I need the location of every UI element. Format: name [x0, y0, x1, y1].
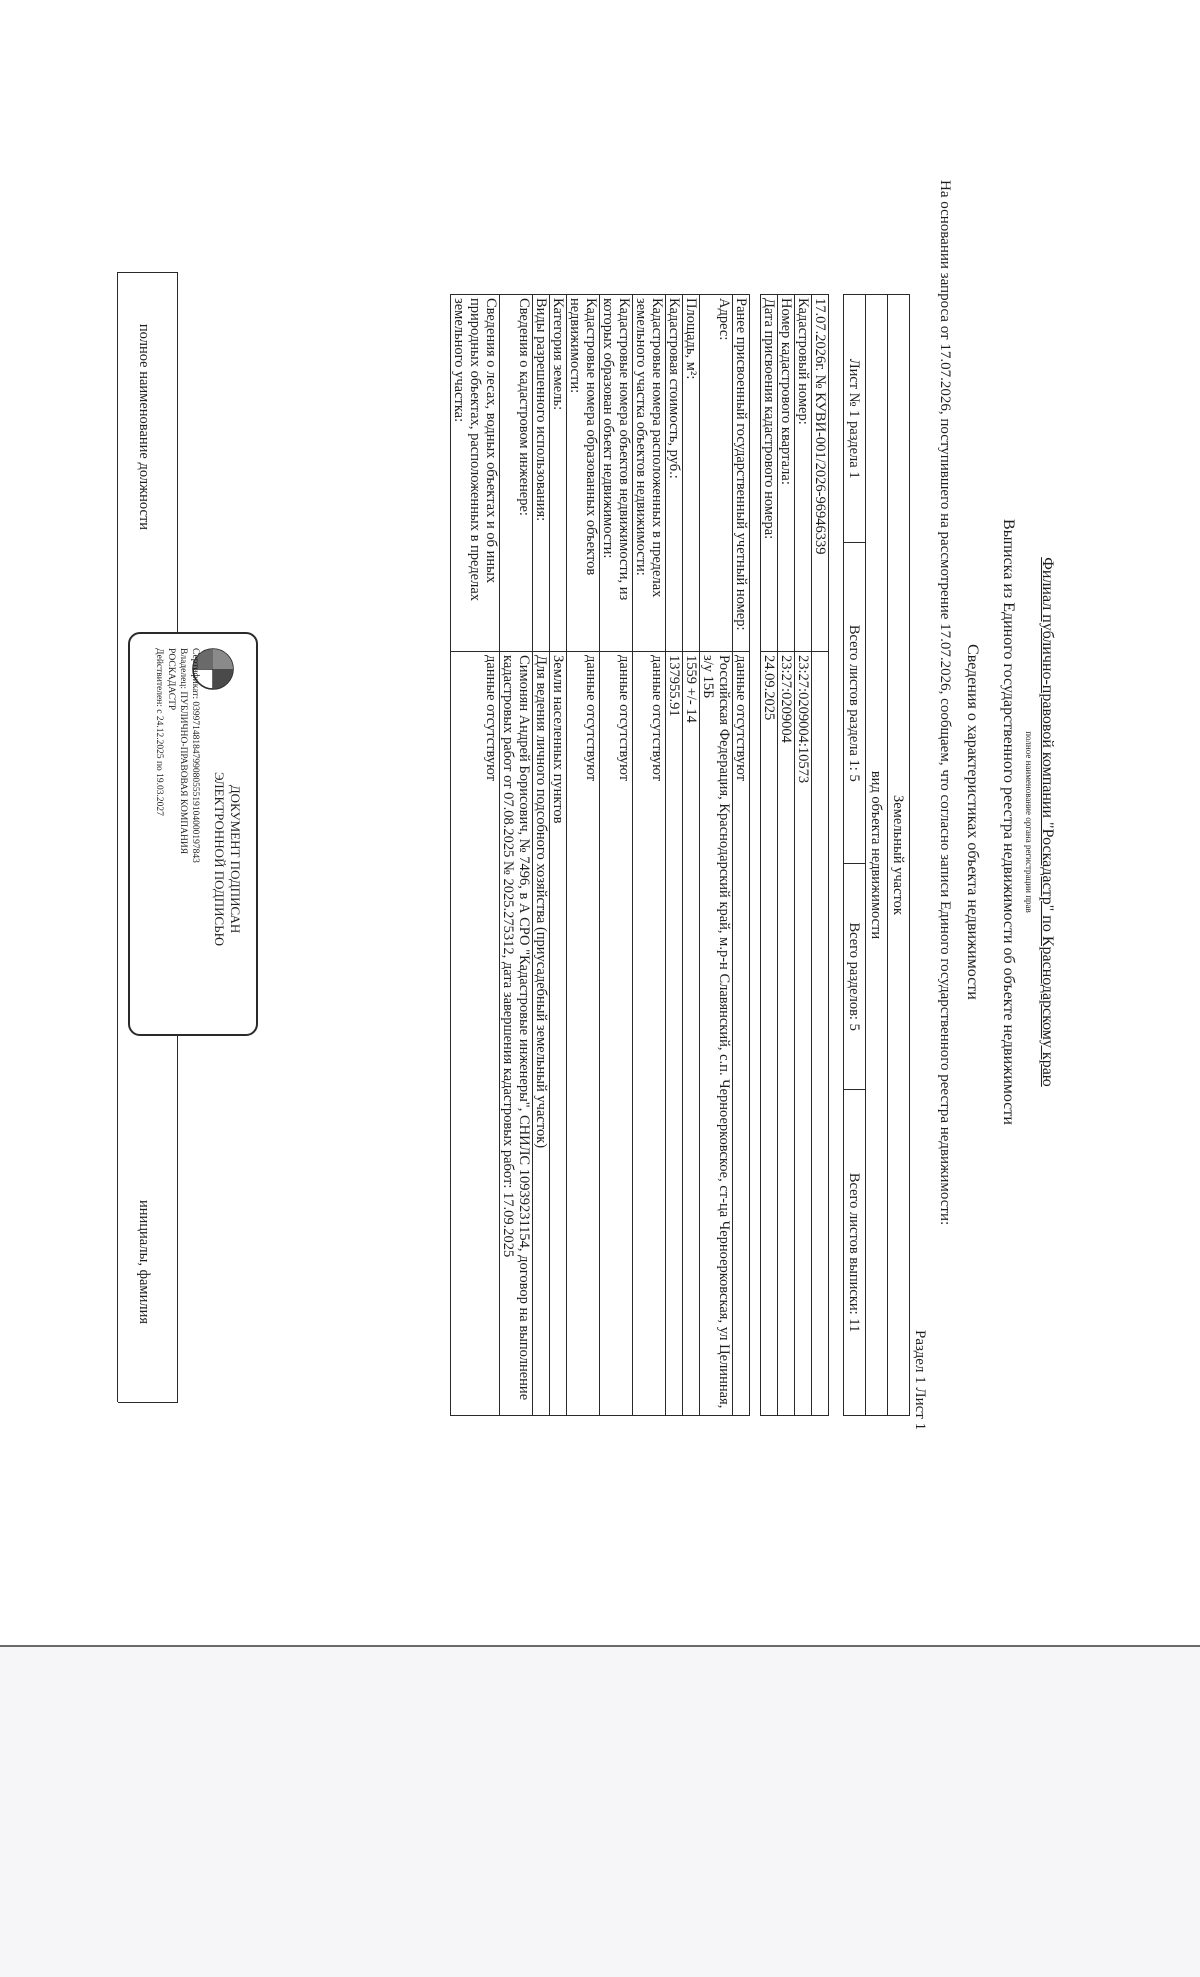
assignment-date: 24.09.2025: [761, 652, 778, 1416]
object-type: Земельный участок: [888, 295, 910, 1416]
area-value: 1559 +/- 14: [683, 652, 700, 1416]
organization-caption: полное наименование органа регистрации прав: [1024, 731, 1034, 913]
intro-text: На основании запроса от 17.07.2026, поступившего на рассмотрение 17.07.2026, сообщаем, что согласно записи Единого государственного реестра недвижимости:: [937, 180, 953, 1226]
records-table: [450, 294, 829, 1416]
signature-divider: [118, 1402, 178, 1403]
document-subtitle: Сведения о характеристиках объекта недвижимости: [964, 644, 981, 1000]
permitted-use: Для ведения личного подсобного хозяйства (приусадебный земельный участок): [533, 652, 550, 1416]
stamp-certificate: Сертификат: 0399714818479908055519104000197843: [190, 648, 200, 863]
detail-label: Кадастровые номера образованных объектов недвижимости:: [567, 295, 600, 652]
table-row: [700, 295, 733, 1416]
stamp-owner: РОСКАДАСТР: [166, 648, 176, 711]
organization-name: Филиал публично-правовой компании "Роскадастр" по Краснодарскому краю: [1039, 557, 1056, 1087]
position-caption: полное наименование должности: [136, 323, 152, 531]
stamp-title: ЭЛЕКТРОННОЙ ПОДПИСЬЮ: [212, 772, 227, 946]
sheets-total: Всего листов выписки: 11: [844, 1090, 866, 1416]
table-row: [733, 295, 750, 1416]
table-row: [600, 295, 633, 1416]
cadastral-quarter: 23:27:0209004: [778, 652, 795, 1416]
table-row: [795, 295, 812, 1416]
table-row: [761, 295, 778, 1416]
sheet-number: Лист № 1 раздела 1: [844, 295, 866, 543]
detail-value: данные отсутствуют: [600, 652, 633, 1416]
table-row: [533, 295, 550, 1416]
table-row: [500, 295, 533, 1416]
table-row: [567, 295, 600, 1416]
detail-label: Ранее присвоенный государственный учетный номер:: [733, 295, 750, 652]
electronic-signature-stamp: [128, 632, 258, 1036]
document-title: Выписка из Единого государственного реестра недвижимости об объекте недвижимости: [1000, 519, 1017, 1125]
detail-label: Кадастровые номера объектов недвижимости, из которых образован объект недвижимости:: [600, 295, 633, 652]
engineer-value: Симонян Андрей Борисович, № 7496, в А СРО "Кадастровые инженеры", СНИЛС 10939231154, договор на выполнение кадастровых работ от 07.08.2025 № 2025.275312, дата завершения кадастровых работ: 17.09.2025: [500, 652, 533, 1416]
stamp-title: ДОКУМЕНТ ПОДПИСАН: [228, 784, 243, 934]
table-row: [812, 295, 829, 1416]
detail-label: Кадастровая стоимость, руб.:: [666, 295, 683, 652]
sections-total: Всего разделов: 5: [844, 864, 866, 1090]
section-label: Раздел 1 Лист 1: [912, 1330, 928, 1431]
detail-label: Сведения о лесах, водных объектах и об иных природных объектах, расположенных в пределах земельного участка:: [451, 295, 500, 652]
paper-edge: [0, 1645, 1200, 1647]
detail-label: Виды разрешенного использования:: [533, 295, 550, 652]
name-caption: инициалы, фамилия: [136, 1199, 152, 1325]
rotated-document: [0, 22, 1200, 1622]
stamp-owner: Владелец: ПУБЛИЧНО-ПРАВОВАЯ КОМПАНИЯ: [178, 648, 188, 855]
detail-value: данные отсутствуют: [451, 652, 500, 1416]
table-row: [550, 295, 567, 1416]
summary-table: [843, 294, 910, 1416]
land-category: Земли населенных пунктов: [550, 652, 567, 1416]
table-row: [633, 295, 666, 1416]
detail-label: Адрес:: [700, 295, 733, 652]
request-number: 17.07.2026г. № КУВИ-001/2026-96946339: [812, 295, 829, 652]
table-row: [778, 295, 795, 1416]
table-row: [683, 295, 700, 1416]
request-number-value: [812, 652, 829, 1416]
detail-label: Категория земель:: [550, 295, 567, 652]
detail-label: Площадь, м²:: [683, 295, 700, 652]
cost-value: 137955.91: [666, 652, 683, 1416]
table-row: [666, 295, 683, 1416]
record-label: Номер кадастрового квартала:: [778, 295, 795, 652]
cadastral-number: 23:27:0209004:10573: [795, 652, 812, 1416]
signature-divider: [117, 272, 118, 1402]
object-type-caption: вид объекта недвижимости: [866, 295, 888, 1416]
detail-label: Сведения о кадастровом инженере:: [500, 295, 533, 652]
sheets-in-section: Всего листов раздела 1: 5: [844, 543, 866, 864]
stamp-validity: Действителен: с 24.12.2025 по 19.03.2027: [154, 648, 164, 816]
table-row: [451, 295, 500, 1416]
record-label: Кадастровый номер:: [795, 295, 812, 652]
record-label: Дата присвоения кадастрового номера:: [761, 295, 778, 652]
detail-value: данные отсутствуют: [733, 652, 750, 1416]
detail-value: данные отсутствуют: [567, 652, 600, 1416]
detail-label: Кадастровые номера расположенных в пределах земельного участка объектов недвижимости:: [633, 295, 666, 652]
detail-value: данные отсутствуют: [633, 652, 666, 1416]
address-value: Российская Федерация, Краснодарский край, м.р-н Славянский, с.п. Черноерковское, ст-ца Черноерковская, ул Целинная, з/у 15Б: [700, 652, 733, 1416]
